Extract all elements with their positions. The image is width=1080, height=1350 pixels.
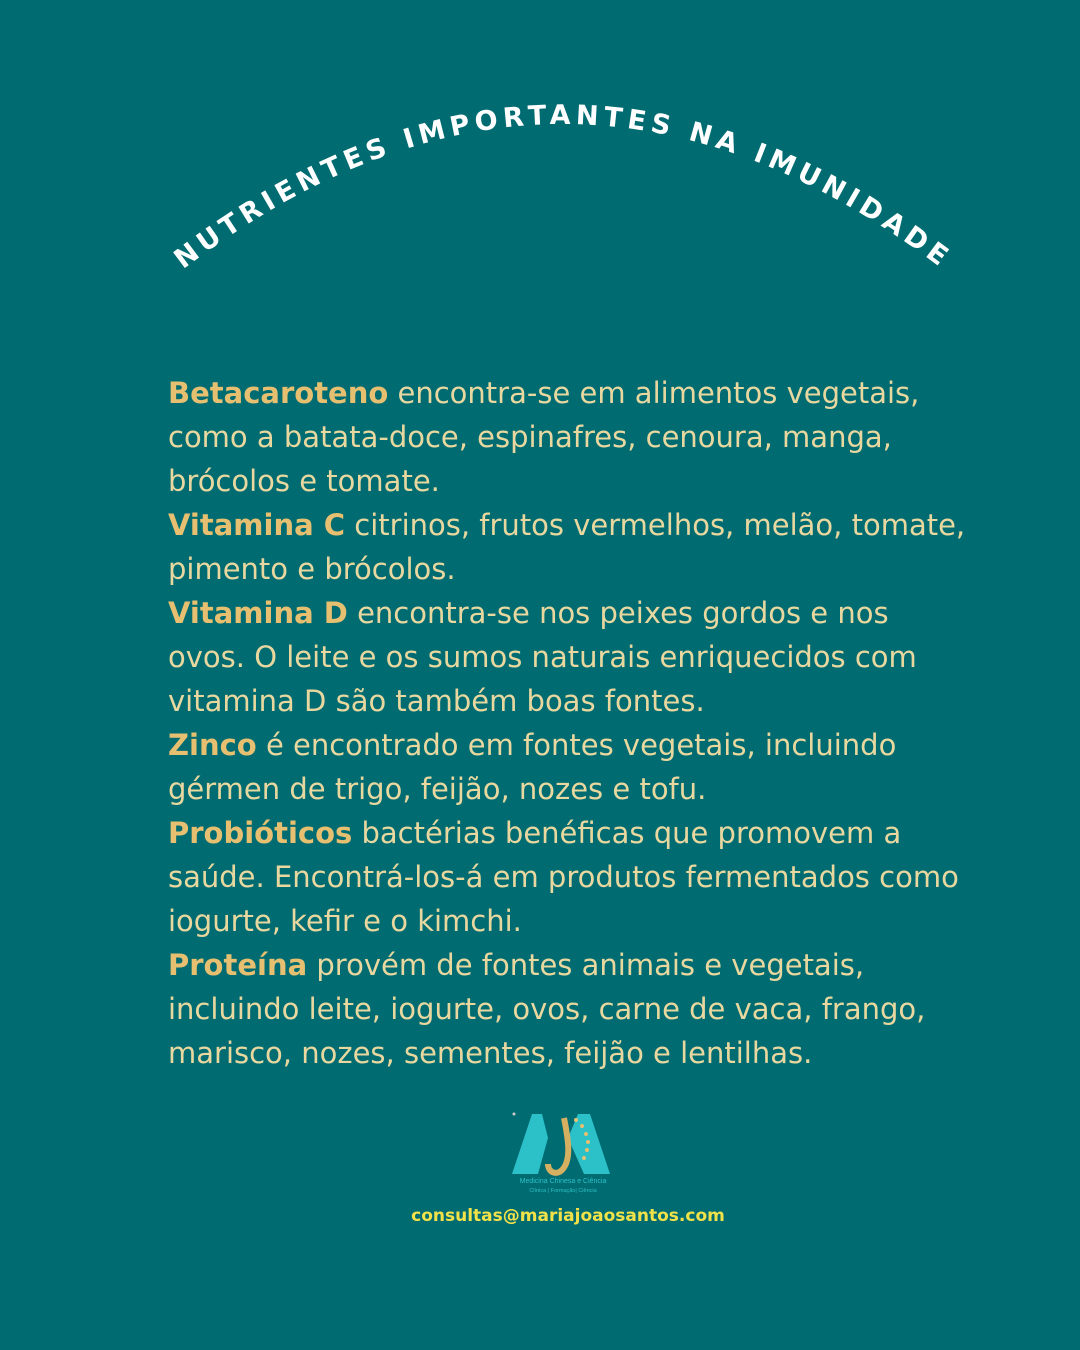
nutrient-entry-zinco — [168, 723, 968, 811]
nutrient-description: é encontrado em fontes vegetais, incluindo gérmen de trigo, feijão, nozes e tofu. — [168, 728, 897, 806]
nutrient-entry-probioticos — [168, 811, 968, 943]
nutrient-description: encontra-se nos peixes gordos e nos ovos. O leite e os sumos naturais enriquecidos com vitamina D são também boas fontes. — [168, 596, 917, 718]
logo-caption-line1: Medicina Chinesa e Ciência — [519, 1178, 607, 1185]
contact-email[interactable]: consultas@mariajoaosantos.com — [411, 1206, 725, 1226]
nutrient-entry-vitamina-c — [168, 503, 968, 591]
nutrient-description: provém de fontes animais e vegetais, incluindo leite, iogurte, ovos, carne de vaca, frango, marisco, nozes, sementes, feijão e lentilhas. — [168, 948, 926, 1070]
brand-logo — [508, 1108, 618, 1204]
nutrient-entry-vitamina-d — [168, 591, 968, 723]
nutrient-term: Probióticos — [168, 816, 353, 850]
nutrient-entry-proteina — [168, 943, 968, 1075]
arc-title — [0, 0, 1080, 340]
nutrient-term: Proteína — [168, 948, 308, 982]
nutrient-term: Zinco — [168, 728, 257, 762]
logo-caption-line2: Clínica | Formação| Ciência — [529, 1188, 597, 1194]
nutrient-term: Betacaroteno — [168, 376, 389, 410]
nutrient-description: encontra-se em alimentos vegetais, como a batata-doce, espinafres, cenoura, manga, brócolos e tomate. — [168, 376, 920, 498]
nutrient-description: citrinos, frutos vermelhos, melão, tomate, pimento e brócolos. — [168, 508, 966, 586]
nutrient-term: Vitamina D — [168, 596, 348, 630]
nutrient-list — [168, 371, 968, 1075]
nutrient-term: Vitamina C — [168, 508, 346, 542]
page-title: NUTRIENTES IMPORTANTES NA IMUNIDADE — [168, 99, 958, 276]
logo-mark-icon — [508, 1108, 618, 1178]
nutrient-entry-betacaroteno — [168, 371, 968, 503]
nutrient-description: bactérias benéficas que promovem a saúde. Encontrá-los-á em produtos fermentados como iogurte, kefir e o kimchi. — [168, 816, 959, 938]
